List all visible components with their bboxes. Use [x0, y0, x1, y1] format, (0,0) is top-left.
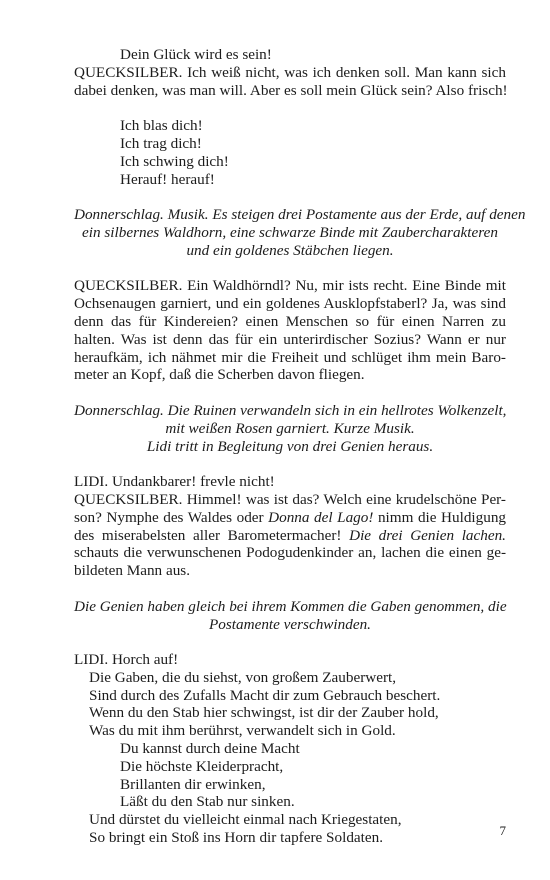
- paragraph-quecksilber-2: [74, 277, 506, 384]
- stage-line: ein silbernes Waldhorn, eine schwarze Binde mit Zaubercharakteren: [82, 223, 498, 241]
- paragraph-lidi-2: LIDI. Horch auf!: [74, 651, 179, 669]
- verse-line: Dein Glück wird es sein!: [120, 46, 272, 63]
- text-line: QUECKSILBER. Himmel! was ist das? Welch eine krudelschöne Per-: [74, 490, 506, 508]
- verse-block-1: [74, 117, 506, 188]
- text-line-mixed: [74, 527, 506, 545]
- text-line: halten. Was ist denn das für ein unterirdischer Sozius? Wann er nur: [74, 330, 506, 348]
- stage-line: Donnerschlag. Musik. Es steigen drei Postamente aus der Erde, auf denen: [74, 206, 526, 224]
- stage-line: und ein goldenes Stäbchen liegen.: [186, 241, 394, 259]
- text-line: Ochsenaugen garniert, und ein goldenes Ausklopfstaberl? Ja, was sind: [74, 295, 506, 313]
- verse-line: Die höchste Kleiderpracht,: [120, 757, 284, 775]
- text-span: des miserabelsten aller Barometermacher!: [74, 526, 350, 544]
- verse-line: Herauf! herauf!: [120, 170, 215, 188]
- text-line: QUECKSILBER. Ein Waldhörndl? Nu, mir ists recht. Eine Binde mit: [74, 277, 506, 295]
- paragraph-quecksilber-3: [74, 491, 506, 580]
- text-line: bildeten Mann aus.: [74, 562, 190, 580]
- italic-span: Donna del Lago!: [268, 508, 374, 526]
- stage-direction-3: [74, 598, 506, 634]
- page-body: [74, 46, 526, 847]
- verse-line: Brillanten dir erwinken,: [120, 775, 266, 793]
- paragraph-quecksilber-1: [74, 64, 506, 100]
- stage-line: Donnerschlag. Die Ruinen verwandeln sich in ein hellrotes Wolkenzelt,: [74, 401, 507, 419]
- text-line: dabei denken, was man will. Aber es soll mein Glück sein? Also frisch!: [74, 81, 508, 99]
- stage-line: mit weißen Rosen garniert. Kurze Musik.: [165, 419, 415, 437]
- text-line: denn das für Kindereien? einen Menschen so für einen Narren zu: [74, 312, 506, 330]
- verse-line: Läßt du den Stab nur sinken.: [120, 793, 295, 811]
- text-span: son? Nymphe des Waldes oder: [74, 508, 269, 526]
- verse-line: Wenn du den Stab hier schwingst, ist dir der Zauber hold,: [89, 704, 439, 722]
- stage-line: Lidi tritt in Begleitung von drei Genien heraus.: [146, 437, 434, 455]
- text-line: meter an Kopf, daß die Scherben davon fliegen.: [74, 366, 365, 384]
- verse-line: Ich trag dich!: [120, 134, 202, 152]
- verse-line: So bringt ein Stoß ins Horn dir tapfere Soldaten.: [89, 829, 384, 847]
- stage-direction-2: [74, 402, 506, 455]
- verse-line: Die Gaben, die du siehst, von großem Zauberwert,: [89, 668, 397, 686]
- text-line-mixed: [74, 509, 506, 527]
- verse-line: Was du mit ihm berührst, verwandelt sich in Gold.: [89, 722, 396, 740]
- page-number: 7: [499, 823, 506, 838]
- stage-line: Postamente verschwinden.: [209, 615, 371, 633]
- text-line: heraufkäm, ich nähmet mir die Freiheit und schlüget ihm mein Baro-: [74, 348, 506, 366]
- text-line: schauts die verwunschenen Podogudenkinder an, lachen die einen ge-: [74, 544, 506, 562]
- verse-line: Und dürstet du vielleicht einmal nach Kriegestaten,: [89, 811, 402, 829]
- verse-line: Ich blas dich!: [120, 117, 203, 135]
- text-span: nimm die Huldigung: [373, 508, 506, 526]
- verse-line: Sind durch des Zufalls Macht dir zum Gebrauch beschert.: [89, 686, 441, 704]
- verse-line: Ich schwing dich!: [120, 152, 229, 170]
- stage-line: Die Genien haben gleich bei ihrem Kommen die Gaben genommen, die: [74, 597, 507, 615]
- verse-block-2: [74, 669, 506, 847]
- paragraph-lidi-1: LIDI. Undankbarer! frevle nicht!: [74, 473, 275, 491]
- verse-line: Du kannst durch deine Macht: [120, 740, 300, 758]
- text-line: QUECKSILBER. Ich weiß nicht, was ich denken soll. Man kann sich: [74, 63, 506, 81]
- italic-span: Die drei Genien lachen.: [349, 526, 506, 544]
- stage-direction-1: [74, 206, 526, 259]
